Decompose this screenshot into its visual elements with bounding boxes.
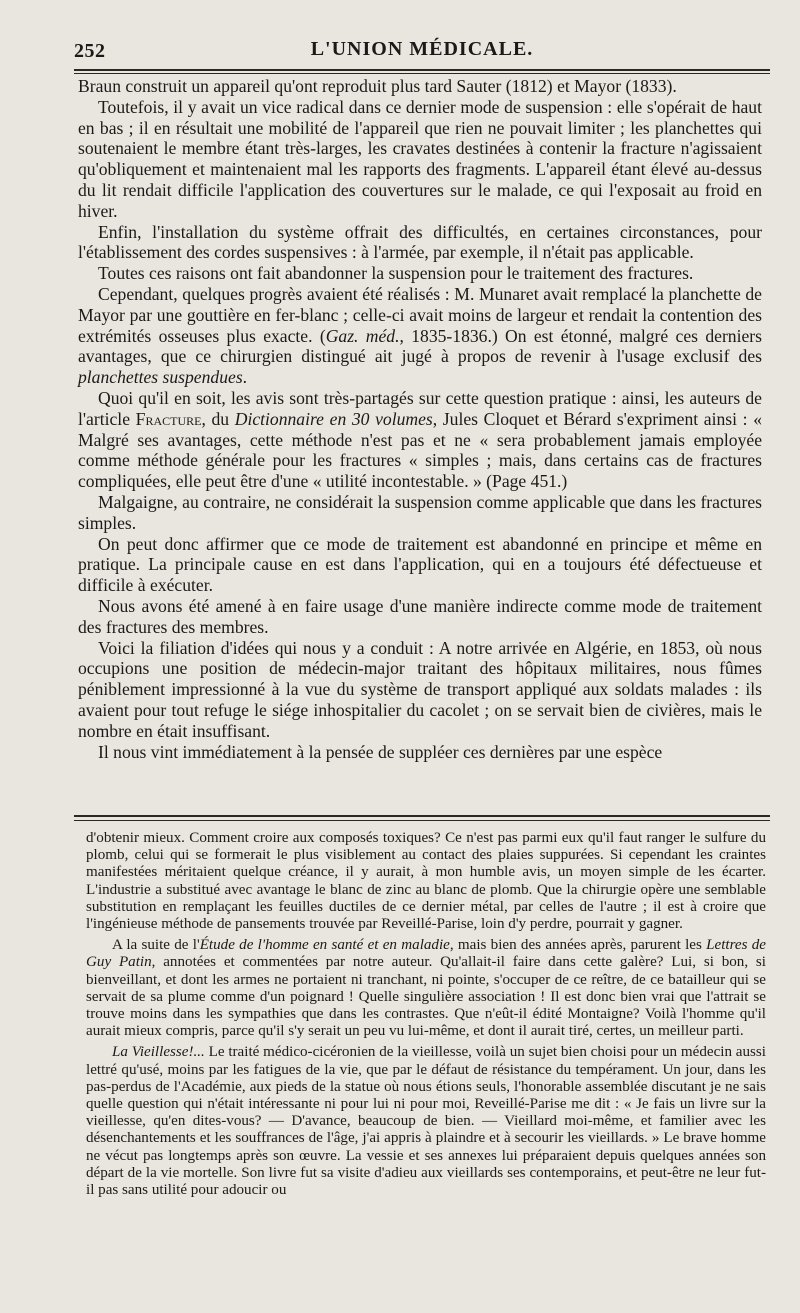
paragraph: Braun construit un appareil qu'ont reproduit plus tard Sauter (1812) et Mayor (1833). <box>78 76 677 96</box>
paragraph: d'obtenir mieux. Comment croire aux composés toxiques? Ce n'est pas parmi eux qu'il faut ranger le sulfure du plomb, celui qui se formerait le plus visiblement au contact des plaies suppurées. Si cependant les craintes manifestées méritaient quelque créance, il y aurait, à mon humble avis, un moyen simple de les écarter. L'industrie a substitué avec avantage le blanc de zinc au blanc de plomb. Que la chirurgie opère une semblable substitution en remplaçant les feuilles ductiles de ce dernier métal, par celles de l'autre ; il est à croire que l'ingénieuse méthode de pansements trouvée par Reveillé-Parise, loin d'y perdre, pourrait y gagner. <box>86 830 766 933</box>
feuilleton-rule-thin <box>74 820 770 821</box>
paragraph <box>78 284 762 388</box>
book-title: La Vieillesse!... <box>112 1044 205 1061</box>
book-title: Lettres de Guy Patin <box>86 937 766 971</box>
text-run: . <box>242 367 248 388</box>
emphasis: planchettes suspendues <box>78 367 243 388</box>
text-run: , mais bien des années après, parurent les <box>449 937 707 954</box>
header-rule-thin <box>74 73 770 74</box>
book-title: Étude de l'homme en santé et en maladie <box>199 937 450 954</box>
main-article <box>78 76 762 762</box>
text-run: , Jules Cloquet et Bérard s'expriment ainsi : « Malgré ses avantages, cette méthode n'est pas et ne « sera probablement jamais employée comme méthode générale pour les fractures « simples ; mais, dans certains cas de fractures compliquées, elle peut être d'une « utilité incontestable. » (Page 451.) <box>78 408 762 492</box>
text-run: , annotées et commentées par notre auteur. Qu'allait-il faire dans cette galère? Lui, si bon, si bienveillant, et dont les armes ne portaient ni tranchant, ni pointe, s'occuper de ce reître, de ce batailleur qui se servait de sa plume comme d'un poignard ! Quelle singulière association ! Il est donc bien vrai que l'attrait se trouve moins dans les sympathies que dans les contrastes. Que n'eût-il édité Montaigne? Voilà l'homme qu'il aurait mieux compris, parce qu'il s'y serait un peu vu lui-même, et dont il aurait tiré, certes, un meilleur parti. <box>86 954 766 1040</box>
feuilleton-section <box>86 830 766 1199</box>
paragraph: Toutefois, il y avait un vice radical dans ce dernier mode de suspension : elle s'opérait de haut en bas ; il en résultait une mobilité de l'appareil que rien ne pouvait limiter ; les planchettes qui soutenaient le membre étant très-larges, les cravates destinées à contenir la fracture n'agissaient qu'obliquement et maintenaient mal les rapports des fragments. L'appareil étant élevé au-dessus du lit rendait difficile l'application des couvertures sur le malade, ce qui l'exposait au froid en hiver. <box>78 96 762 221</box>
text-run: , du <box>201 408 235 429</box>
journal-citation: Gaz. méd. <box>325 325 400 346</box>
paragraph: Voici la filiation d'idées qui nous y a conduit : A notre arrivée en Algérie, en 1853, où nous occupions une position de médecin-major traitant des hôpitaux militaires, nous fûmes péniblement impressionné à la vue du système de transport appliqué aux soldats malades : ils avaient pour tout refuge le siége inhospitalier du cacolet ; on se servait bien de civières, mais le nombre en était insuffisant. <box>78 637 762 741</box>
paragraph <box>86 937 766 1040</box>
book-title: Dictionnaire en 30 volumes <box>234 408 433 429</box>
header-rule <box>74 69 770 71</box>
paragraph: Malgaigne, au contraire, ne considérait la suspension comme applicable que dans les fractures simples. <box>78 491 762 533</box>
paragraph: Nous avons été amené à en faire usage d'une manière indirecte comme mode de traitement des fractures des membres. <box>78 595 762 637</box>
text-run: Le traité médico-cicéronien de la vieillesse, voilà un sujet bien choisi pour un médecin aussi lettré qu'usé, moins par les fatigues de la vie, que par le défaut de résistance du tempérament. Un jour, dans les pas-perdus de l'Académie, aux pieds de la statue où nous étions seuls, l'honorable assemblée discutant je ne sais quelle question qui n'était intéressante ni pour lui ni pour moi, Reveillé-Parise me dit : « Je fais un livre sur la vieillesse, qu'en dites-vous? — D'avance, beaucoup de bien. — Vieillard moi-même, et familier avec les désenchantements et les souffrances de l'âge, j'ai appris à plaindre et à secourir les vieillards. » Le brave homme ne vécut pas longtemps après son œuvre. La vessie et ses annexes lui préparaient depuis quelques années son départ de la vie mortelle. Son livre fut sa visite d'adieu aux vieillards ses contemporains, et peut-être ne leur fut-il pas sans utilité pour adoucir ou <box>86 1044 766 1199</box>
page-number: 252 <box>74 40 106 62</box>
page-header <box>74 34 770 64</box>
text-run: Cependant, quelques progrès avaient été réalisés : M. Munaret avait remplacé la planchette de Mayor par une gouttière en fer-blanc ; celle-ci avait moins de largeur et rendait la contention des extrémités osseuses plus exacte. ( <box>78 283 762 346</box>
text-run: , 1835-1836.) On est étonné, malgré ces derniers avantages, que ce chirurgien distingué ait jugé à propos de revenir à l'usage exclusif des <box>78 325 763 367</box>
paragraph <box>86 1044 766 1199</box>
paragraph: Toutes ces raisons ont fait abandonner la suspension pour le traitement des fractures. <box>98 263 694 284</box>
text-run: Quoi qu'il en soit, les avis sont très-partagés sur cette question pratique : ainsi, les auteurs de l'article <box>78 387 762 429</box>
text-run: A la suite de l' <box>112 937 200 954</box>
paragraph: Il nous vint immédiatement à la pensée de suppléer ces dernières par une espèce <box>98 741 663 762</box>
article-title: Fracture <box>135 408 202 429</box>
feuilleton-rule <box>74 815 770 817</box>
running-head: L'UNION MÉDICALE. <box>310 38 534 60</box>
paragraph: On peut donc affirmer que ce mode de traitement est abandonné en principe et même en pratique. La principale cause en est dans l'application, qui en a toujours été défectueuse et difficile à exécuter. <box>78 533 762 596</box>
paragraph <box>78 388 762 492</box>
paragraph: Enfin, l'installation du système offrait des difficultés, en certaines circonstances, pour l'établissement des cordes suspensives : à l'armée, par exemple, il n'était pas applicable. <box>78 221 762 263</box>
